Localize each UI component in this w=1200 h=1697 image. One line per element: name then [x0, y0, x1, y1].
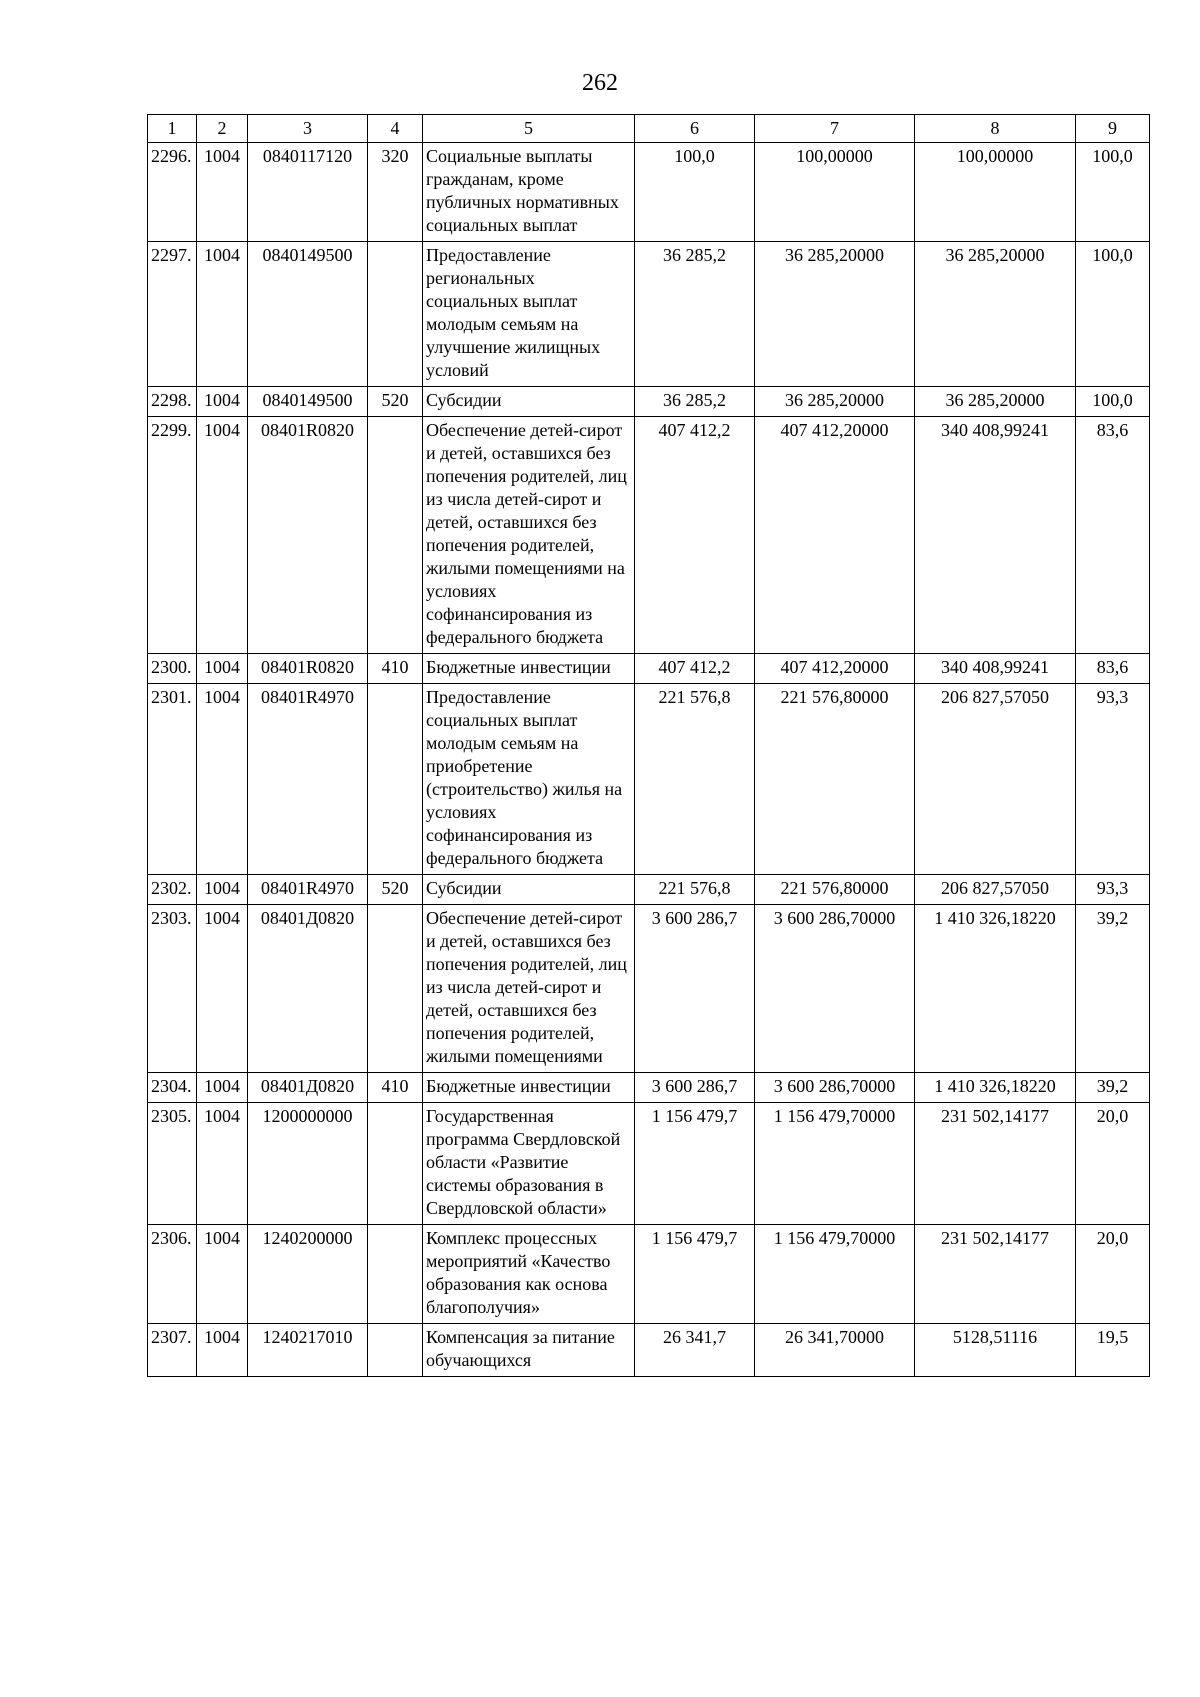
target-code: 0840117120 — [248, 143, 368, 242]
amount-col-8: 206 827,57050 — [915, 684, 1076, 875]
amount-col-8: 36 285,20000 — [915, 242, 1076, 387]
amount-col-7: 3 600 286,70000 — [755, 905, 915, 1073]
row-number: 2298. — [148, 387, 197, 417]
amount-col-8: 1 410 326,18220 — [915, 1073, 1076, 1103]
item-name: Субсидии — [423, 387, 635, 417]
row-number: 2297. — [148, 242, 197, 387]
target-code: 08401R4970 — [248, 684, 368, 875]
row-number: 2304. — [148, 1073, 197, 1103]
section-code: 1004 — [197, 242, 248, 387]
table-row — [148, 417, 1150, 654]
item-name: Обеспечение детей-сирот и детей, оставшихся без попечения родителей, лиц из числа детей-сирот и детей, оставшихся без попечения родителей, жилыми помещениями на условиях софинансирования из федерального бюджета — [423, 417, 635, 654]
amount-col-7: 407 412,20000 — [755, 654, 915, 684]
amount-col-7: 1 156 479,70000 — [755, 1103, 915, 1225]
amount-col-7: 26 341,70000 — [755, 1324, 915, 1377]
percent-col-9: 93,3 — [1076, 684, 1150, 875]
percent-col-9: 83,6 — [1076, 654, 1150, 684]
table-row — [148, 1225, 1150, 1324]
amount-col-7: 3 600 286,70000 — [755, 1073, 915, 1103]
table-row — [148, 905, 1150, 1073]
amount-col-6: 26 341,7 — [635, 1324, 755, 1377]
target-code: 08401R0820 — [248, 417, 368, 654]
section-code: 1004 — [197, 387, 248, 417]
amount-col-7: 36 285,20000 — [755, 387, 915, 417]
amount-col-6: 36 285,2 — [635, 387, 755, 417]
item-name: Предоставление социальных выплат молодым семьям на приобретение (строительство) жилья на условиях софинансирования из федерального бюджета — [423, 684, 635, 875]
amount-col-7: 36 285,20000 — [755, 242, 915, 387]
amount-col-8: 100,00000 — [915, 143, 1076, 242]
item-name: Субсидии — [423, 875, 635, 905]
table-row — [148, 875, 1150, 905]
row-number: 2303. — [148, 905, 197, 1073]
amount-col-6: 407 412,2 — [635, 417, 755, 654]
percent-col-9: 100,0 — [1076, 242, 1150, 387]
section-code: 1004 — [197, 143, 248, 242]
column-header: 3 — [248, 115, 368, 143]
amount-col-6: 221 576,8 — [635, 684, 755, 875]
amount-col-8: 231 502,14177 — [915, 1225, 1076, 1324]
column-header: 6 — [635, 115, 755, 143]
column-header: 5 — [423, 115, 635, 143]
item-name: Бюджетные инвестиции — [423, 654, 635, 684]
expense-type-code — [368, 1324, 423, 1377]
column-header: 9 — [1076, 115, 1150, 143]
percent-col-9: 100,0 — [1076, 387, 1150, 417]
item-name: Комплекс процессных мероприятий «Качество образования как основа благополучия» — [423, 1225, 635, 1324]
expense-type-code: 520 — [368, 387, 423, 417]
section-code: 1004 — [197, 1324, 248, 1377]
amount-col-6: 3 600 286,7 — [635, 1073, 755, 1103]
item-name: Социальные выплаты гражданам, кроме публичных нормативных социальных выплат — [423, 143, 635, 242]
amount-col-8: 5128,51116 — [915, 1324, 1076, 1377]
percent-col-9: 83,6 — [1076, 417, 1150, 654]
target-code: 08401R0820 — [248, 654, 368, 684]
expense-type-code — [368, 905, 423, 1073]
amount-col-8: 1 410 326,18220 — [915, 905, 1076, 1073]
row-number: 2302. — [148, 875, 197, 905]
item-name: Бюджетные инвестиции — [423, 1073, 635, 1103]
row-number: 2296. — [148, 143, 197, 242]
item-name: Государственная программа Свердловской области «Развитие системы образования в Свердловской области» — [423, 1103, 635, 1225]
row-number: 2299. — [148, 417, 197, 654]
column-header: 8 — [915, 115, 1076, 143]
page-number: 262 — [582, 70, 618, 96]
expense-type-code — [368, 242, 423, 387]
amount-col-6: 3 600 286,7 — [635, 905, 755, 1073]
expense-type-code: 320 — [368, 143, 423, 242]
target-code: 08401Д0820 — [248, 905, 368, 1073]
percent-col-9: 93,3 — [1076, 875, 1150, 905]
expense-type-code — [368, 684, 423, 875]
amount-col-8: 36 285,20000 — [915, 387, 1076, 417]
amount-col-8: 206 827,57050 — [915, 875, 1076, 905]
amount-col-8: 231 502,14177 — [915, 1103, 1076, 1225]
target-code: 0840149500 — [248, 387, 368, 417]
column-header: 7 — [755, 115, 915, 143]
percent-col-9: 20,0 — [1076, 1103, 1150, 1225]
table-row — [148, 684, 1150, 875]
section-code: 1004 — [197, 417, 248, 654]
item-name: Обеспечение детей-сирот и детей, оставшихся без попечения родителей, лиц из числа детей-сирот и детей, оставшихся без попечения родителей, жилыми помещениями — [423, 905, 635, 1073]
table-header-row — [148, 115, 1150, 143]
percent-col-9: 20,0 — [1076, 1225, 1150, 1324]
section-code: 1004 — [197, 1103, 248, 1225]
target-code: 08401Д0820 — [248, 1073, 368, 1103]
target-code: 1200000000 — [248, 1103, 368, 1225]
target-code: 08401R4970 — [248, 875, 368, 905]
table-row — [148, 1324, 1150, 1377]
row-number: 2306. — [148, 1225, 197, 1324]
item-name: Предоставление региональных социальных выплат молодым семьям на улучшение жилищных условий — [423, 242, 635, 387]
amount-col-6: 221 576,8 — [635, 875, 755, 905]
amount-col-6: 1 156 479,7 — [635, 1103, 755, 1225]
amount-col-6: 407 412,2 — [635, 654, 755, 684]
section-code: 1004 — [197, 905, 248, 1073]
amount-col-7: 221 576,80000 — [755, 684, 915, 875]
section-code: 1004 — [197, 875, 248, 905]
item-name: Компенсация за питание обучающихся — [423, 1324, 635, 1377]
target-code: 1240217010 — [248, 1324, 368, 1377]
expense-type-code — [368, 1103, 423, 1225]
expense-type-code — [368, 417, 423, 654]
amount-col-8: 340 408,99241 — [915, 654, 1076, 684]
amount-col-6: 36 285,2 — [635, 242, 755, 387]
amount-col-6: 100,0 — [635, 143, 755, 242]
section-code: 1004 — [197, 1225, 248, 1324]
table-row — [148, 1073, 1150, 1103]
table-row — [148, 143, 1150, 242]
expense-type-code: 410 — [368, 1073, 423, 1103]
percent-col-9: 39,2 — [1076, 1073, 1150, 1103]
table-row — [148, 242, 1150, 387]
row-number: 2307. — [148, 1324, 197, 1377]
expense-type-code — [368, 1225, 423, 1324]
row-number: 2300. — [148, 654, 197, 684]
table-row — [148, 387, 1150, 417]
percent-col-9: 39,2 — [1076, 905, 1150, 1073]
amount-col-7: 100,00000 — [755, 143, 915, 242]
table-row — [148, 1103, 1150, 1225]
column-header: 4 — [368, 115, 423, 143]
amount-col-7: 407 412,20000 — [755, 417, 915, 654]
expense-type-code: 520 — [368, 875, 423, 905]
target-code: 1240200000 — [248, 1225, 368, 1324]
section-code: 1004 — [197, 1073, 248, 1103]
amount-col-6: 1 156 479,7 — [635, 1225, 755, 1324]
row-number: 2301. — [148, 684, 197, 875]
row-number: 2305. — [148, 1103, 197, 1225]
amount-col-7: 221 576,80000 — [755, 875, 915, 905]
table-row — [148, 654, 1150, 684]
section-code: 1004 — [197, 684, 248, 875]
column-header: 1 — [148, 115, 197, 143]
target-code: 0840149500 — [248, 242, 368, 387]
budget-table — [147, 114, 1150, 1377]
amount-col-7: 1 156 479,70000 — [755, 1225, 915, 1324]
expense-type-code: 410 — [368, 654, 423, 684]
percent-col-9: 19,5 — [1076, 1324, 1150, 1377]
percent-col-9: 100,0 — [1076, 143, 1150, 242]
section-code: 1004 — [197, 654, 248, 684]
amount-col-8: 340 408,99241 — [915, 417, 1076, 654]
column-header: 2 — [197, 115, 248, 143]
